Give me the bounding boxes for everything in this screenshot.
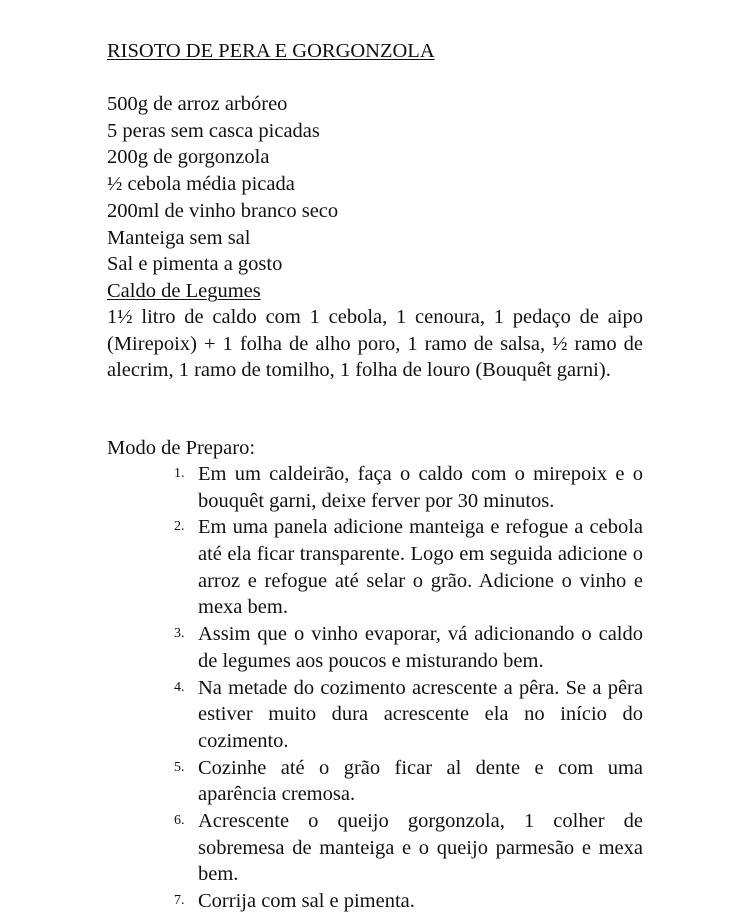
- step-number: 6.: [174, 813, 185, 829]
- ingredient-item: ½ cebola média picada: [107, 173, 295, 196]
- method-step: [174, 514, 643, 620]
- step-text: Em um caldeirão, faça o caldo com o mirepoix e o bouquêt garni, deixe ferver por 30 minutos.: [198, 463, 643, 512]
- broth-heading: Caldo de Legumes: [107, 280, 261, 302]
- ingredient-list: [107, 91, 647, 278]
- step-text: Assim que o vinho evaporar, vá adicionando o caldo de legumes aos poucos e misturando bem.: [198, 623, 643, 672]
- step-number: 1.: [174, 466, 185, 481]
- step-number: 4.: [174, 679, 185, 695]
- ingredient-item: 5 peras sem casca picadas: [107, 119, 320, 142]
- ingredient-item: 200ml de vinho branco seco: [107, 199, 339, 222]
- step-text: Na metade do cozimento acrescente a pêra. Se a pêra estiver muito dura acrescente ela no início do cozimento.: [198, 676, 643, 752]
- step-text: Em uma panela adicione manteiga e refogue a cebola até ela ficar transparente. Logo em seguida adicione o arroz e refogue até selar o grão. Adicione o vinho e mexa bem.: [198, 516, 643, 619]
- step-text: Cozinhe até o grão ficar al dente e com uma aparência cremosa.: [198, 756, 643, 806]
- method-step: [174, 808, 643, 888]
- recipe-title: RISOTO DE PERA E GORGONZOLA: [107, 40, 435, 62]
- method-step: [174, 621, 643, 674]
- method-step: [174, 675, 643, 755]
- method-step: [174, 755, 643, 808]
- ingredient-item: 500g de arroz arbóreo: [107, 93, 288, 115]
- ingredient-item: 200g de gorgonzola: [107, 146, 270, 169]
- ingredient-item: Manteiga sem sal: [107, 226, 251, 249]
- method-heading: Modo de Preparo:: [107, 437, 256, 459]
- method-steps: [174, 461, 643, 915]
- step-number: 3.: [174, 626, 185, 642]
- step-number: 7.: [174, 893, 185, 909]
- step-text: Corrija com sal e pimenta.: [198, 890, 415, 913]
- method-step: [174, 888, 643, 915]
- step-number: 5.: [174, 759, 185, 775]
- step-text: Acrescente o queijo gorgonzola, 1 colher de sobremesa de manteiga e o queijo parmesão e mexa bem.: [198, 810, 643, 886]
- step-number: 2.: [174, 519, 185, 535]
- method-step: [174, 461, 643, 514]
- ingredient-item: Sal e pimenta a gosto: [107, 253, 283, 276]
- broth-description: 1½ litro de caldo com 1 cebola, 1 cenoura, 1 pedaço de aipo (Mirepoix) + 1 folha de alho poro, 1 ramo de salsa, ½ ramo de alecrim, 1 ramo de tomilho, 1 folha de louro (Bouquêt garni).: [107, 306, 643, 382]
